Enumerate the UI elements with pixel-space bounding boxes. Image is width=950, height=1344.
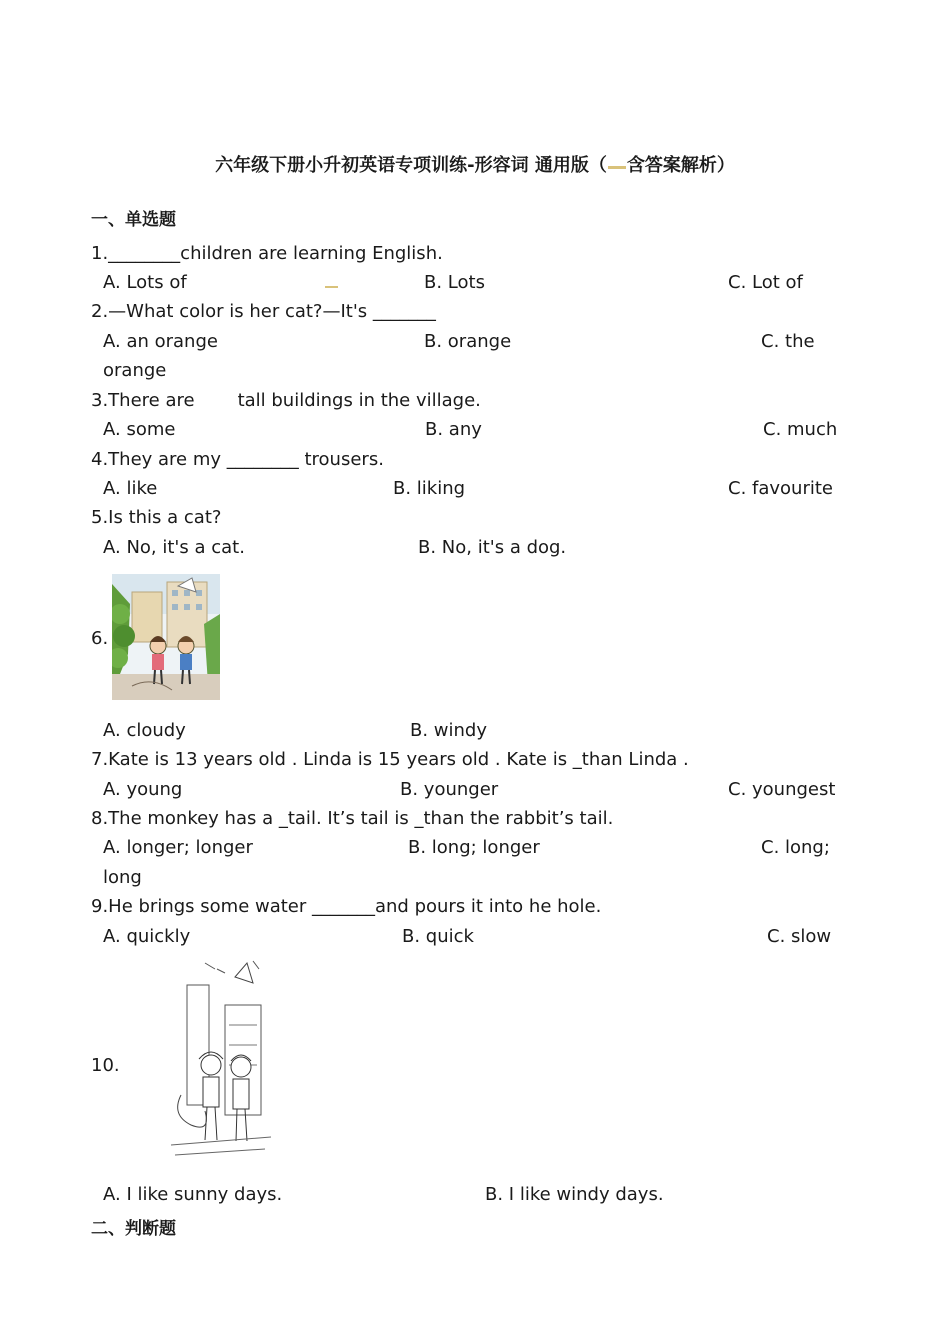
option-c-continued: long bbox=[103, 867, 142, 888]
question-stem: 5.Is this a cat? bbox=[91, 507, 222, 528]
question-stem bbox=[91, 390, 481, 411]
option-c[interactable]: C. the bbox=[761, 331, 815, 352]
option-a[interactable]: A. I like sunny days. bbox=[103, 1184, 283, 1205]
section-heading-true-false: 二、判断题 bbox=[91, 1219, 176, 1239]
option-a[interactable]: A. Lots of bbox=[103, 272, 187, 293]
option-a[interactable]: A. longer; longer bbox=[103, 837, 253, 858]
option-a[interactable]: A. young bbox=[103, 779, 183, 800]
question-stem: 1.________children are learning English. bbox=[91, 243, 443, 264]
option-c[interactable]: C. Lot of bbox=[728, 272, 803, 293]
windy-street-illustration bbox=[112, 574, 220, 700]
windy-day-sketch bbox=[165, 955, 275, 1167]
title-text-before: 六年级下册小升初英语专项训练-形容词 通用版（ bbox=[215, 155, 607, 176]
title-text-after: 含答案解析） bbox=[626, 155, 735, 176]
option-c[interactable]: C. favourite bbox=[728, 478, 833, 499]
option-a[interactable]: A. like bbox=[103, 478, 158, 499]
option-c[interactable]: C. slow bbox=[767, 926, 832, 947]
option-a[interactable]: A. an orange bbox=[103, 331, 218, 352]
question-stem: 2.—What color is her cat?—It's _______ bbox=[91, 301, 436, 322]
option-b[interactable]: B. long; longer bbox=[408, 837, 540, 858]
option-b[interactable]: B. Lots bbox=[424, 272, 485, 293]
option-c-continued: orange bbox=[103, 360, 167, 381]
option-c[interactable]: C. long; bbox=[761, 837, 830, 858]
option-c[interactable]: C. much bbox=[763, 419, 838, 440]
section-heading-single-choice: 一、单选题 bbox=[91, 210, 176, 230]
option-a[interactable]: A. some bbox=[103, 419, 176, 440]
highlight-mark bbox=[608, 166, 626, 169]
question-stem-part: tall buildings in the village. bbox=[237, 390, 481, 411]
option-b[interactable]: B. windy bbox=[410, 720, 488, 741]
option-b[interactable]: B. No, it's a dog. bbox=[418, 537, 567, 558]
option-a[interactable]: A. cloudy bbox=[103, 720, 186, 741]
option-c[interactable]: C. youngest bbox=[728, 779, 836, 800]
option-b[interactable]: B. younger bbox=[400, 779, 499, 800]
option-b[interactable]: B. I like windy days. bbox=[485, 1184, 664, 1205]
option-b[interactable]: B. any bbox=[425, 419, 482, 440]
option-b[interactable]: B. quick bbox=[402, 926, 474, 947]
question-stem: 9.He brings some water _______and pours it into he hole. bbox=[91, 896, 602, 917]
question-stem: 4.They are my ________ trousers. bbox=[91, 449, 384, 470]
question-stem-part: 3.There are bbox=[91, 390, 195, 411]
question-stem: 8.The monkey has a _tail. It’s tail is _than the rabbit’s tail. bbox=[91, 808, 614, 829]
option-b[interactable]: B. liking bbox=[393, 478, 466, 499]
option-a[interactable]: A. quickly bbox=[103, 926, 191, 947]
option-a[interactable]: A. No, it's a cat. bbox=[103, 537, 245, 558]
question-number: 6. bbox=[91, 628, 109, 649]
option-b[interactable]: B. orange bbox=[424, 331, 512, 352]
highlight-mark bbox=[325, 286, 338, 288]
question-number: 10. bbox=[91, 1055, 120, 1076]
page-title bbox=[0, 151, 950, 177]
question-stem: 7.Kate is 13 years old . Linda is 15 years old . Kate is _than Linda . bbox=[91, 749, 689, 770]
